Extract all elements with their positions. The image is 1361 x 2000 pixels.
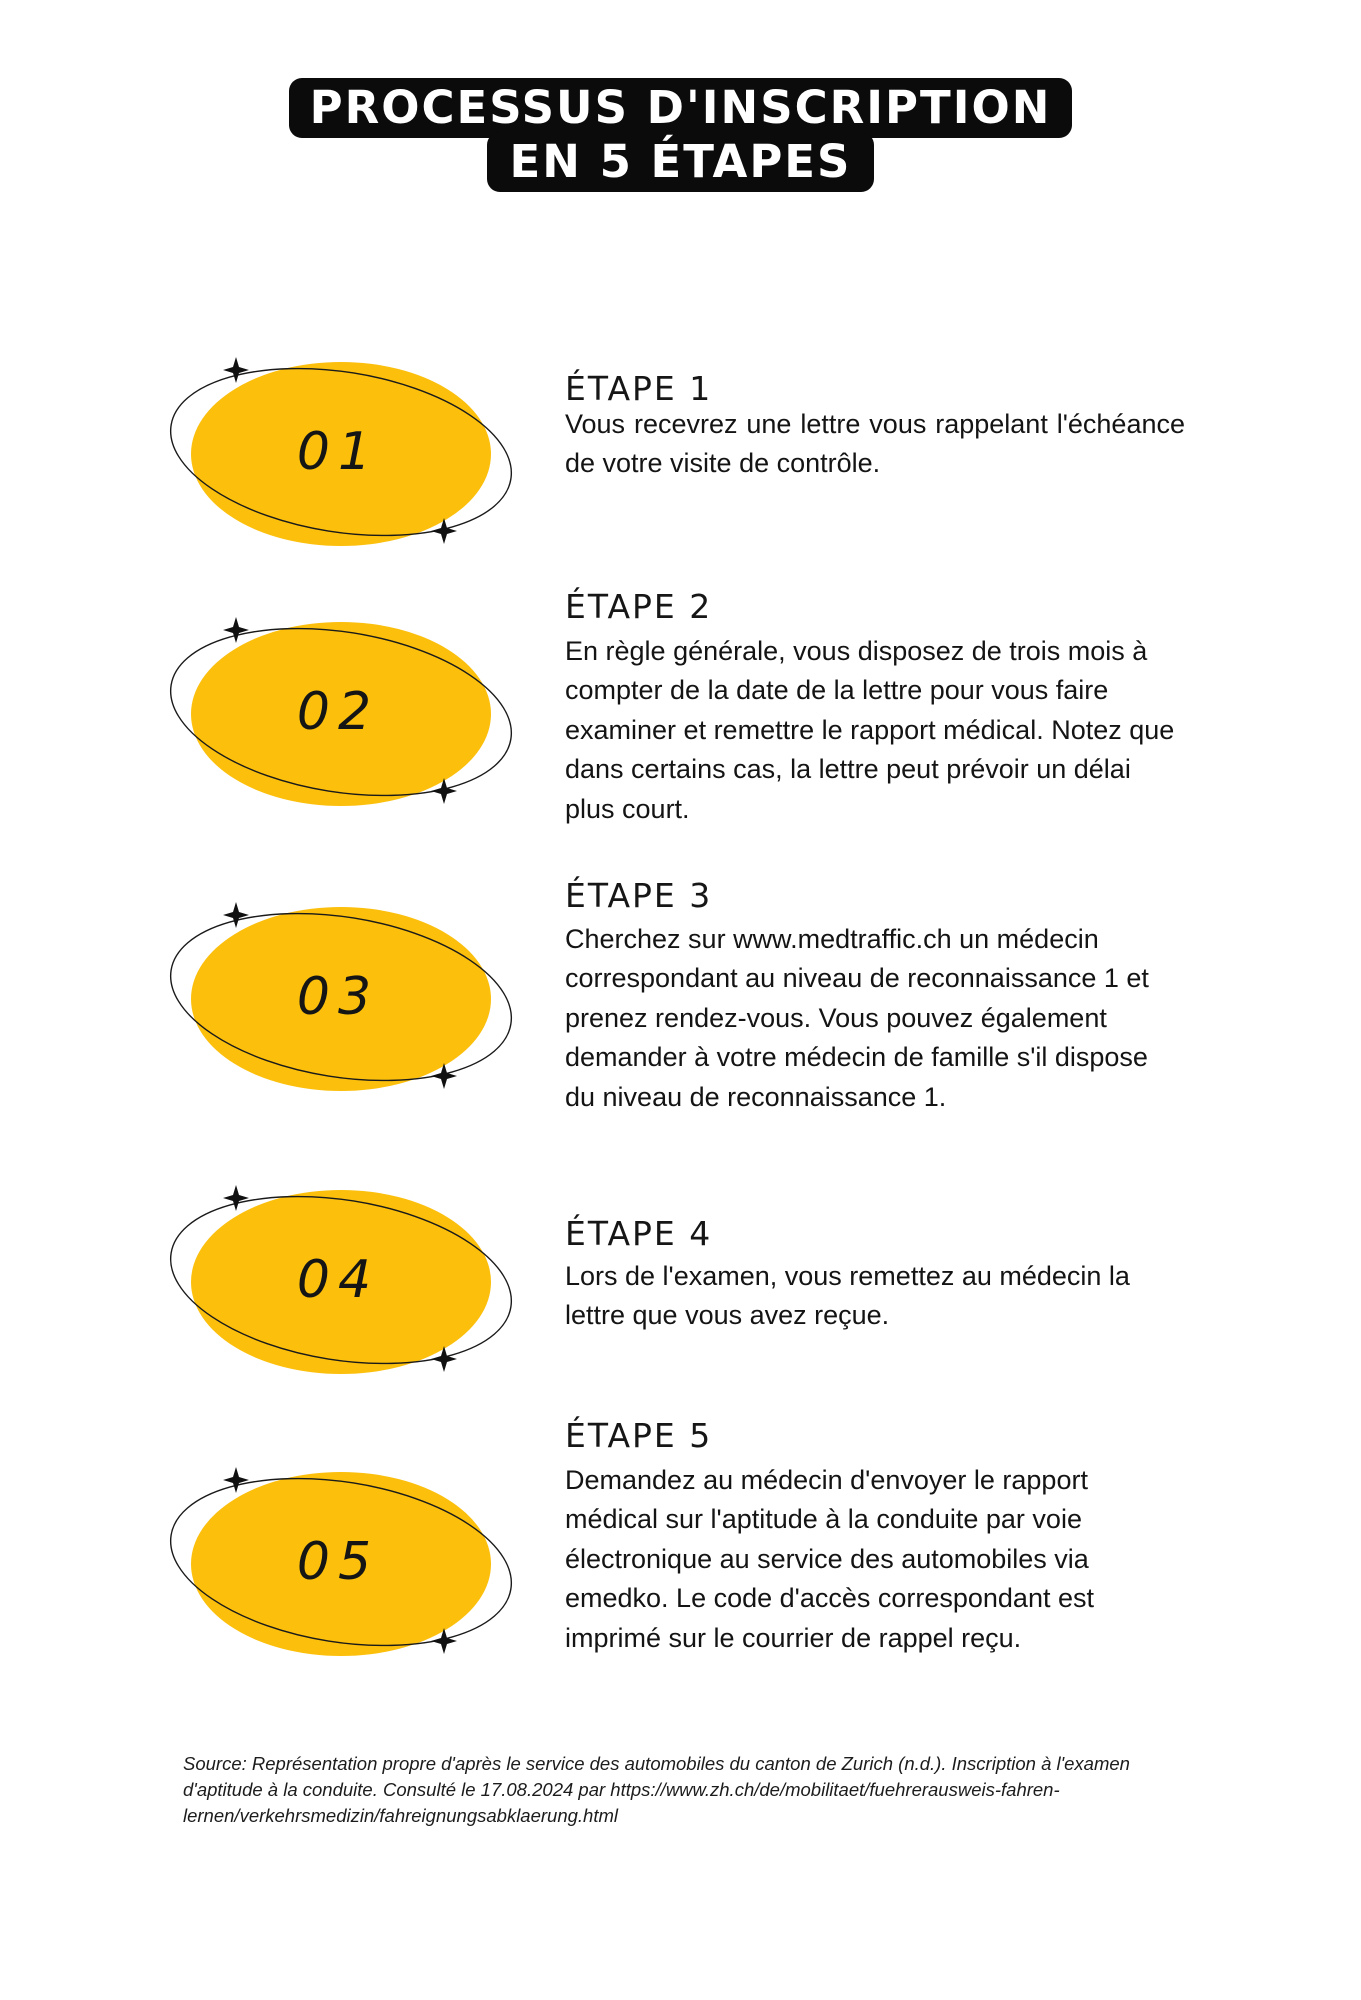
step-badge	[166, 1462, 526, 1662]
source-citation: Source: Représentation propre d'après le service des automobiles du canton de Zurich (n.d.). Inscription à l'examen d'aptitude à la conduite. Consulté le 17.08.2024 par https://www.zh.ch/de/mobilitaet/fuehrerausweis-fahren-lernen/verkehrsmedizin/fahreignungsabklaerung.html	[183, 1753, 1130, 1826]
page-title	[0, 78, 1361, 192]
step-description: En règle générale, vous disposez de trois mois à compter de la date de la lettre pour vous faire examiner et remettre le rapport médical. Notez que dans certains cas, la lettre peut prévoir un délai plus court.	[565, 636, 1175, 824]
step-title: ÉTAPE 4	[565, 1214, 713, 1253]
page-title-line-1: PROCESSUS D'INSCRIPTION	[289, 78, 1073, 138]
step-description: Lors de l'examen, vous remettez au médecin la lettre que vous avez reçue.	[565, 1261, 1130, 1331]
step-title: ÉTAPE 3	[565, 876, 713, 915]
step-number: 02	[296, 682, 380, 742]
step-title: ÉTAPE 5	[565, 1416, 713, 1455]
step-title: ÉTAPE 1	[565, 369, 713, 408]
step-number: 03	[296, 967, 380, 1027]
step-description: Vous recevrez une lettre vous rappelant l'échéance de votre visite de contrôle.	[565, 409, 1185, 479]
step-badge	[166, 1180, 526, 1380]
step-number: 04	[296, 1250, 380, 1310]
step-badge	[166, 897, 526, 1097]
page-title-line-2: EN 5 ÉTAPES	[487, 132, 875, 192]
step-description: Cherchez sur www.medtraffic.ch un médecin correspondant au niveau de reconnaissance 1 et prenez rendez-vous. Vous pouvez également demander à votre médecin de famille s'il dispose du niveau de reconnaissance 1.	[565, 924, 1149, 1112]
step-number: 01	[296, 422, 380, 482]
step-badge	[166, 612, 526, 812]
step-badge	[166, 352, 526, 552]
step-title: ÉTAPE 2	[565, 587, 713, 626]
step-description: Demandez au médecin d'envoyer le rapport médical sur l'aptitude à la conduite par voie électronique au service des automobiles via emedko. Le code d'accès correspondant est imprimé sur le courrier de rappel reçu.	[565, 1465, 1094, 1653]
step-number: 05	[296, 1532, 380, 1592]
